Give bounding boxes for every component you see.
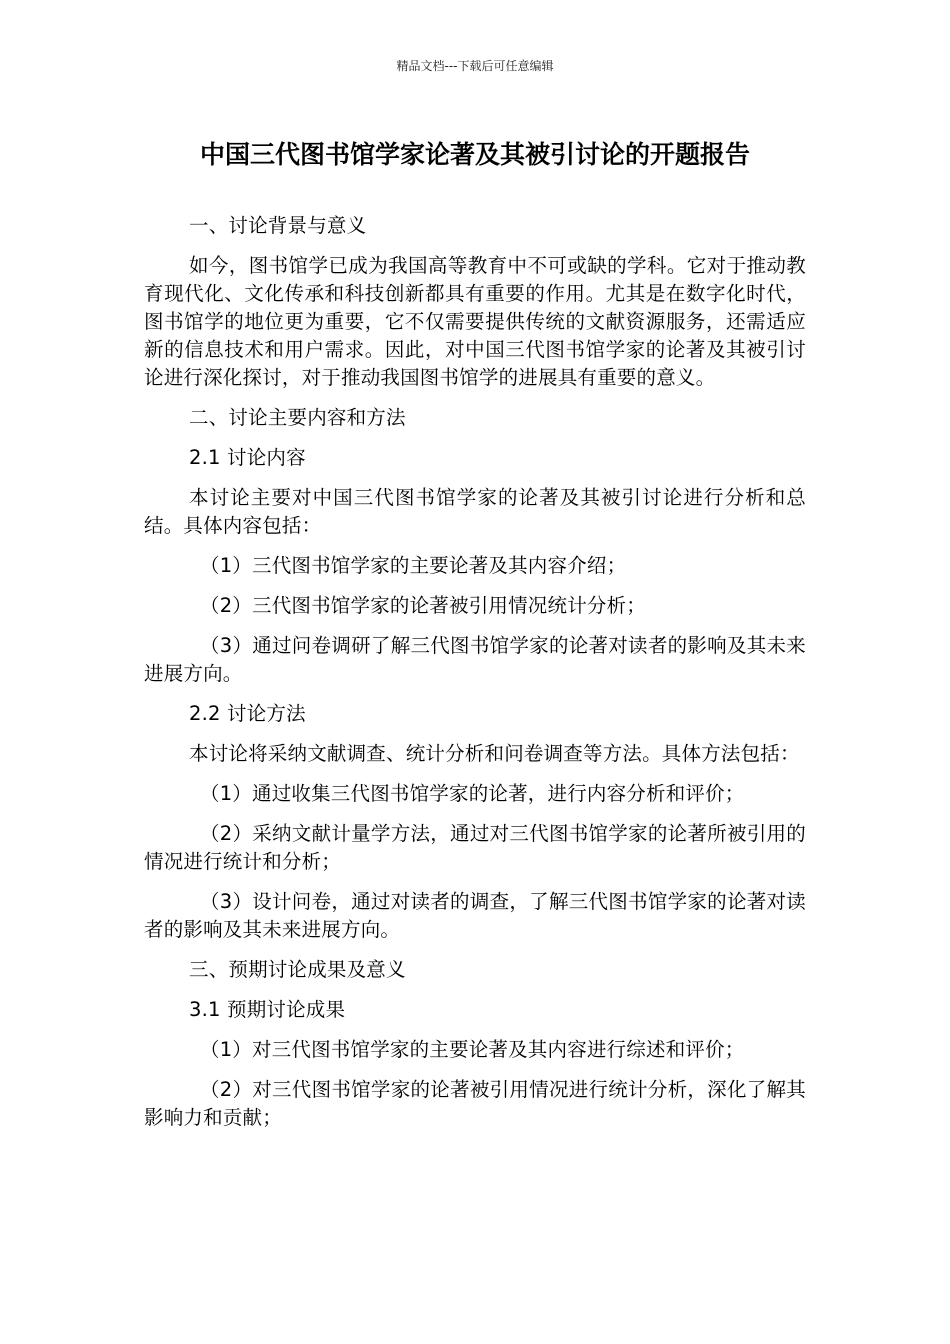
section-heading-expected: 三、预期讨论成果及意义 xyxy=(189,958,406,981)
paragraph-methods-intro: 本讨论将采纳文献调查、统计分析和问卷调查等方法。具体方法包括： xyxy=(189,742,800,765)
list-item-content-3: （3）通过问卷调研了解三代图书馆学家的论著对读者的影响及其未来进展方向。 xyxy=(144,634,806,685)
section-heading-content-methods: 二、讨论主要内容和方法 xyxy=(189,406,406,429)
subsection-heading-methods: 2.2 讨论方法 xyxy=(189,702,306,725)
list-item-results-1: （1）对三代图书馆学家的主要论著及其内容进行综述和评价； xyxy=(200,1038,745,1061)
list-item-methods-2: （2）采纳文献计量学方法，通过对三代图书馆学家的论著所被引用的情况进行统计和分析； xyxy=(144,822,806,873)
paragraph-content-intro: 本讨论主要对中国三代图书馆学家的论著及其被引讨论进行分析和总结。具体内容包括： xyxy=(144,486,806,537)
document-body xyxy=(144,212,806,1144)
header-note: 精品文档---下载后可任意编辑 xyxy=(396,59,554,73)
subsection-heading-content: 2.1 讨论内容 xyxy=(189,446,306,469)
subsection-heading-expected-results: 3.1 预期讨论成果 xyxy=(189,998,346,1021)
section-heading-background: 一、讨论背景与意义 xyxy=(189,214,367,237)
list-item-methods-1: （1）通过收集三代图书馆学家的论著，进行内容分析和评价； xyxy=(200,782,745,805)
list-item-content-1: （1）三代图书馆学家的主要论著及其内容介绍； xyxy=(200,554,627,577)
document-title: 中国三代图书馆学家论著及其被引讨论的开题报告 xyxy=(199,140,750,169)
list-item-results-2: （2）对三代图书馆学家的论著被引用情况进行统计分析，深化了解其影响力和贡献； xyxy=(144,1078,806,1129)
list-item-content-2: （2）三代图书馆学家的论著被引用情况统计分析； xyxy=(200,594,647,617)
paragraph-background: 如今，图书馆学已成为我国高等教育中不可或缺的学科。它对于推动教育现代化、文化传承和科技创新都具有重要的作用。尤其是在数字化时代，图书馆学的地位更为重要，它不仅需要提供传统的文献资源服务，还需适应新的信息技术和用户需求。因此，对中国三代图书馆学家的论著及其被引讨论进行深化探讨，对于推动我国图书馆学的进展具有重要的意义。 xyxy=(144,254,806,389)
list-item-methods-3: （3）设计问卷，通过对读者的调查，了解三代图书馆学家的论著对读者的影响及其未来进展方向。 xyxy=(144,890,806,941)
